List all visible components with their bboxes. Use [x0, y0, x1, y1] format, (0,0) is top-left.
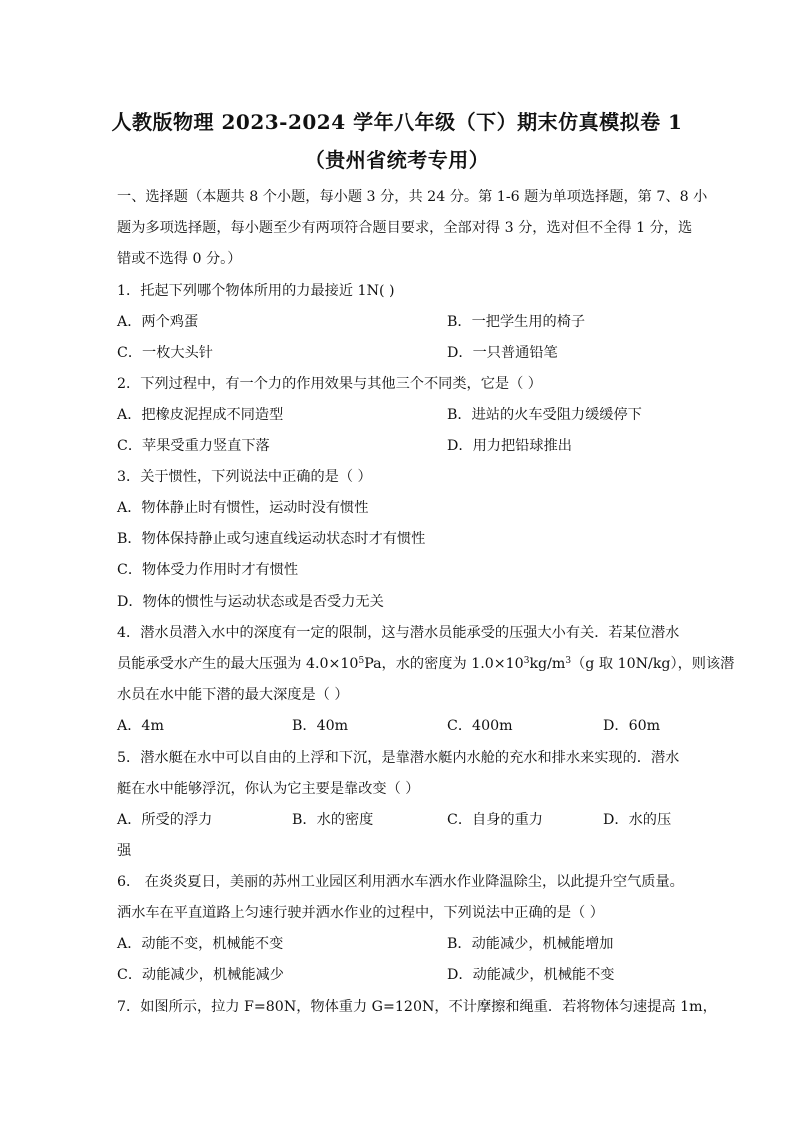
question-4-stem-line-2: 员能承受水产生的最大压强为 $4.0\times 10^5Pa$，水的密度为 $1.0\times 10^3kg/m^3(g$ 取 10N/kg），则该潜	[117, 656, 735, 672]
question-3-option-c: C．物体受力作用时才有惯性	[117, 562, 299, 578]
question-5-option-a: A．所受的浮力	[117, 812, 213, 828]
question-2-option-d: D．用力把铅球推出	[447, 438, 572, 454]
question-4-option-a: A．4m	[117, 718, 164, 734]
question-4-stem-line-1: 4．潜水员潜入水中的深度有一定的限制，这与潜水员能承受的压强大小有关．若某位潜水	[117, 625, 680, 641]
question-5-stem-line-1: 5．潜水艇在水中可以自由的上浮和下沉，是靠潜水艇内水舱的充水和排水来实现的．潜水	[117, 750, 680, 766]
section-instructions-line-3: 错或不选得 0 分。）	[117, 251, 242, 267]
question-7-stem-line-1: 7．如图所示，拉力 F=80N，物体重力 G=120N，不计摩擦和绳重．若将物体匀速提高 1m，	[117, 999, 717, 1015]
question-2-option-b: B．进站的火车受阻力缓缓停下	[447, 407, 642, 423]
section-instructions-line-2: 题为多项选择题，每小题至少有两项符合题目要求，全部对得 3 分，选对但不全得 1 分，选	[117, 220, 693, 236]
question-1-stem: 1．托起下列哪个物体所用的力最接近 1N( )	[117, 283, 395, 299]
question-6-option-a: A．动能不变，机械能不变	[117, 936, 284, 952]
question-5-option-b: B．水的密度	[292, 812, 374, 828]
question-6-option-b: B．动能减少，机械能增加	[447, 936, 614, 952]
question-2-stem: 2．下列过程中，有一个力的作用效果与其他三个不同类，它是（ ）	[117, 376, 542, 392]
question-4-option-d: D．60m	[603, 718, 661, 734]
exam-subtitle: （贵州省统考专用）	[304, 148, 490, 172]
question-3-option-a: A．物体静止时有惯性，运动时没有惯性	[117, 500, 369, 516]
question-6-option-c: C．动能减少，机械能减少	[117, 967, 284, 983]
question-3-option-b: B．物体保持静止或匀速直线运动状态时才有惯性	[117, 531, 426, 547]
question-6-stem-line-2: 洒水车在平直道路上匀速行驶并洒水作业的过程中，下列说法中正确的是（ ）	[117, 905, 604, 921]
question-5-option-d-wrap: 强	[117, 843, 132, 859]
question-4-stem-line-3: 水员在水中能下潜的最大深度是（ ）	[117, 687, 349, 703]
question-5-option-c: C．自身的重力	[447, 812, 543, 828]
question-6-stem-line-1: 6． 在炎炎夏日，美丽的苏州工业园区利用洒水车洒水作业降温除尘，以此提升空气质量。	[117, 874, 684, 890]
question-1-option-a: A．两个鸡蛋	[117, 314, 199, 330]
question-5-option-d: D．水的压	[603, 812, 672, 828]
section-instructions-line-1: 一、选择题（本题共 8 个小题，每小题 3 分，共 24 分。第 1-6 题为单项选择题，第 7、8 小	[117, 189, 708, 205]
question-4-option-b: B．40m	[292, 718, 349, 734]
question-2-option-a: A．把橡皮泥捏成不同造型	[117, 407, 284, 423]
question-6-option-d: D．动能减少，机械能不变	[447, 967, 615, 983]
question-1-option-c: C．一枚大头针	[117, 345, 213, 361]
question-2-option-c: C．苹果受重力竖直下落	[117, 438, 270, 454]
question-3-stem: 3．关于惯性，下列说法中正确的是（ ）	[117, 469, 372, 485]
question-5-stem-line-2: 艇在水中能够浮沉，你认为它主要是靠改变（ ）	[117, 781, 420, 797]
question-1-option-d: D．一只普通铅笔	[447, 345, 558, 361]
exam-title: 人教版物理 2023-2024 学年八年级（下）期末仿真模拟卷 1	[111, 110, 683, 134]
question-1-option-b: B．一把学生用的椅子	[447, 314, 586, 330]
question-4-option-c: C．400m	[447, 718, 513, 734]
question-3-option-d: D．物体的惯性与运动状态或是否受力无关	[117, 594, 384, 610]
